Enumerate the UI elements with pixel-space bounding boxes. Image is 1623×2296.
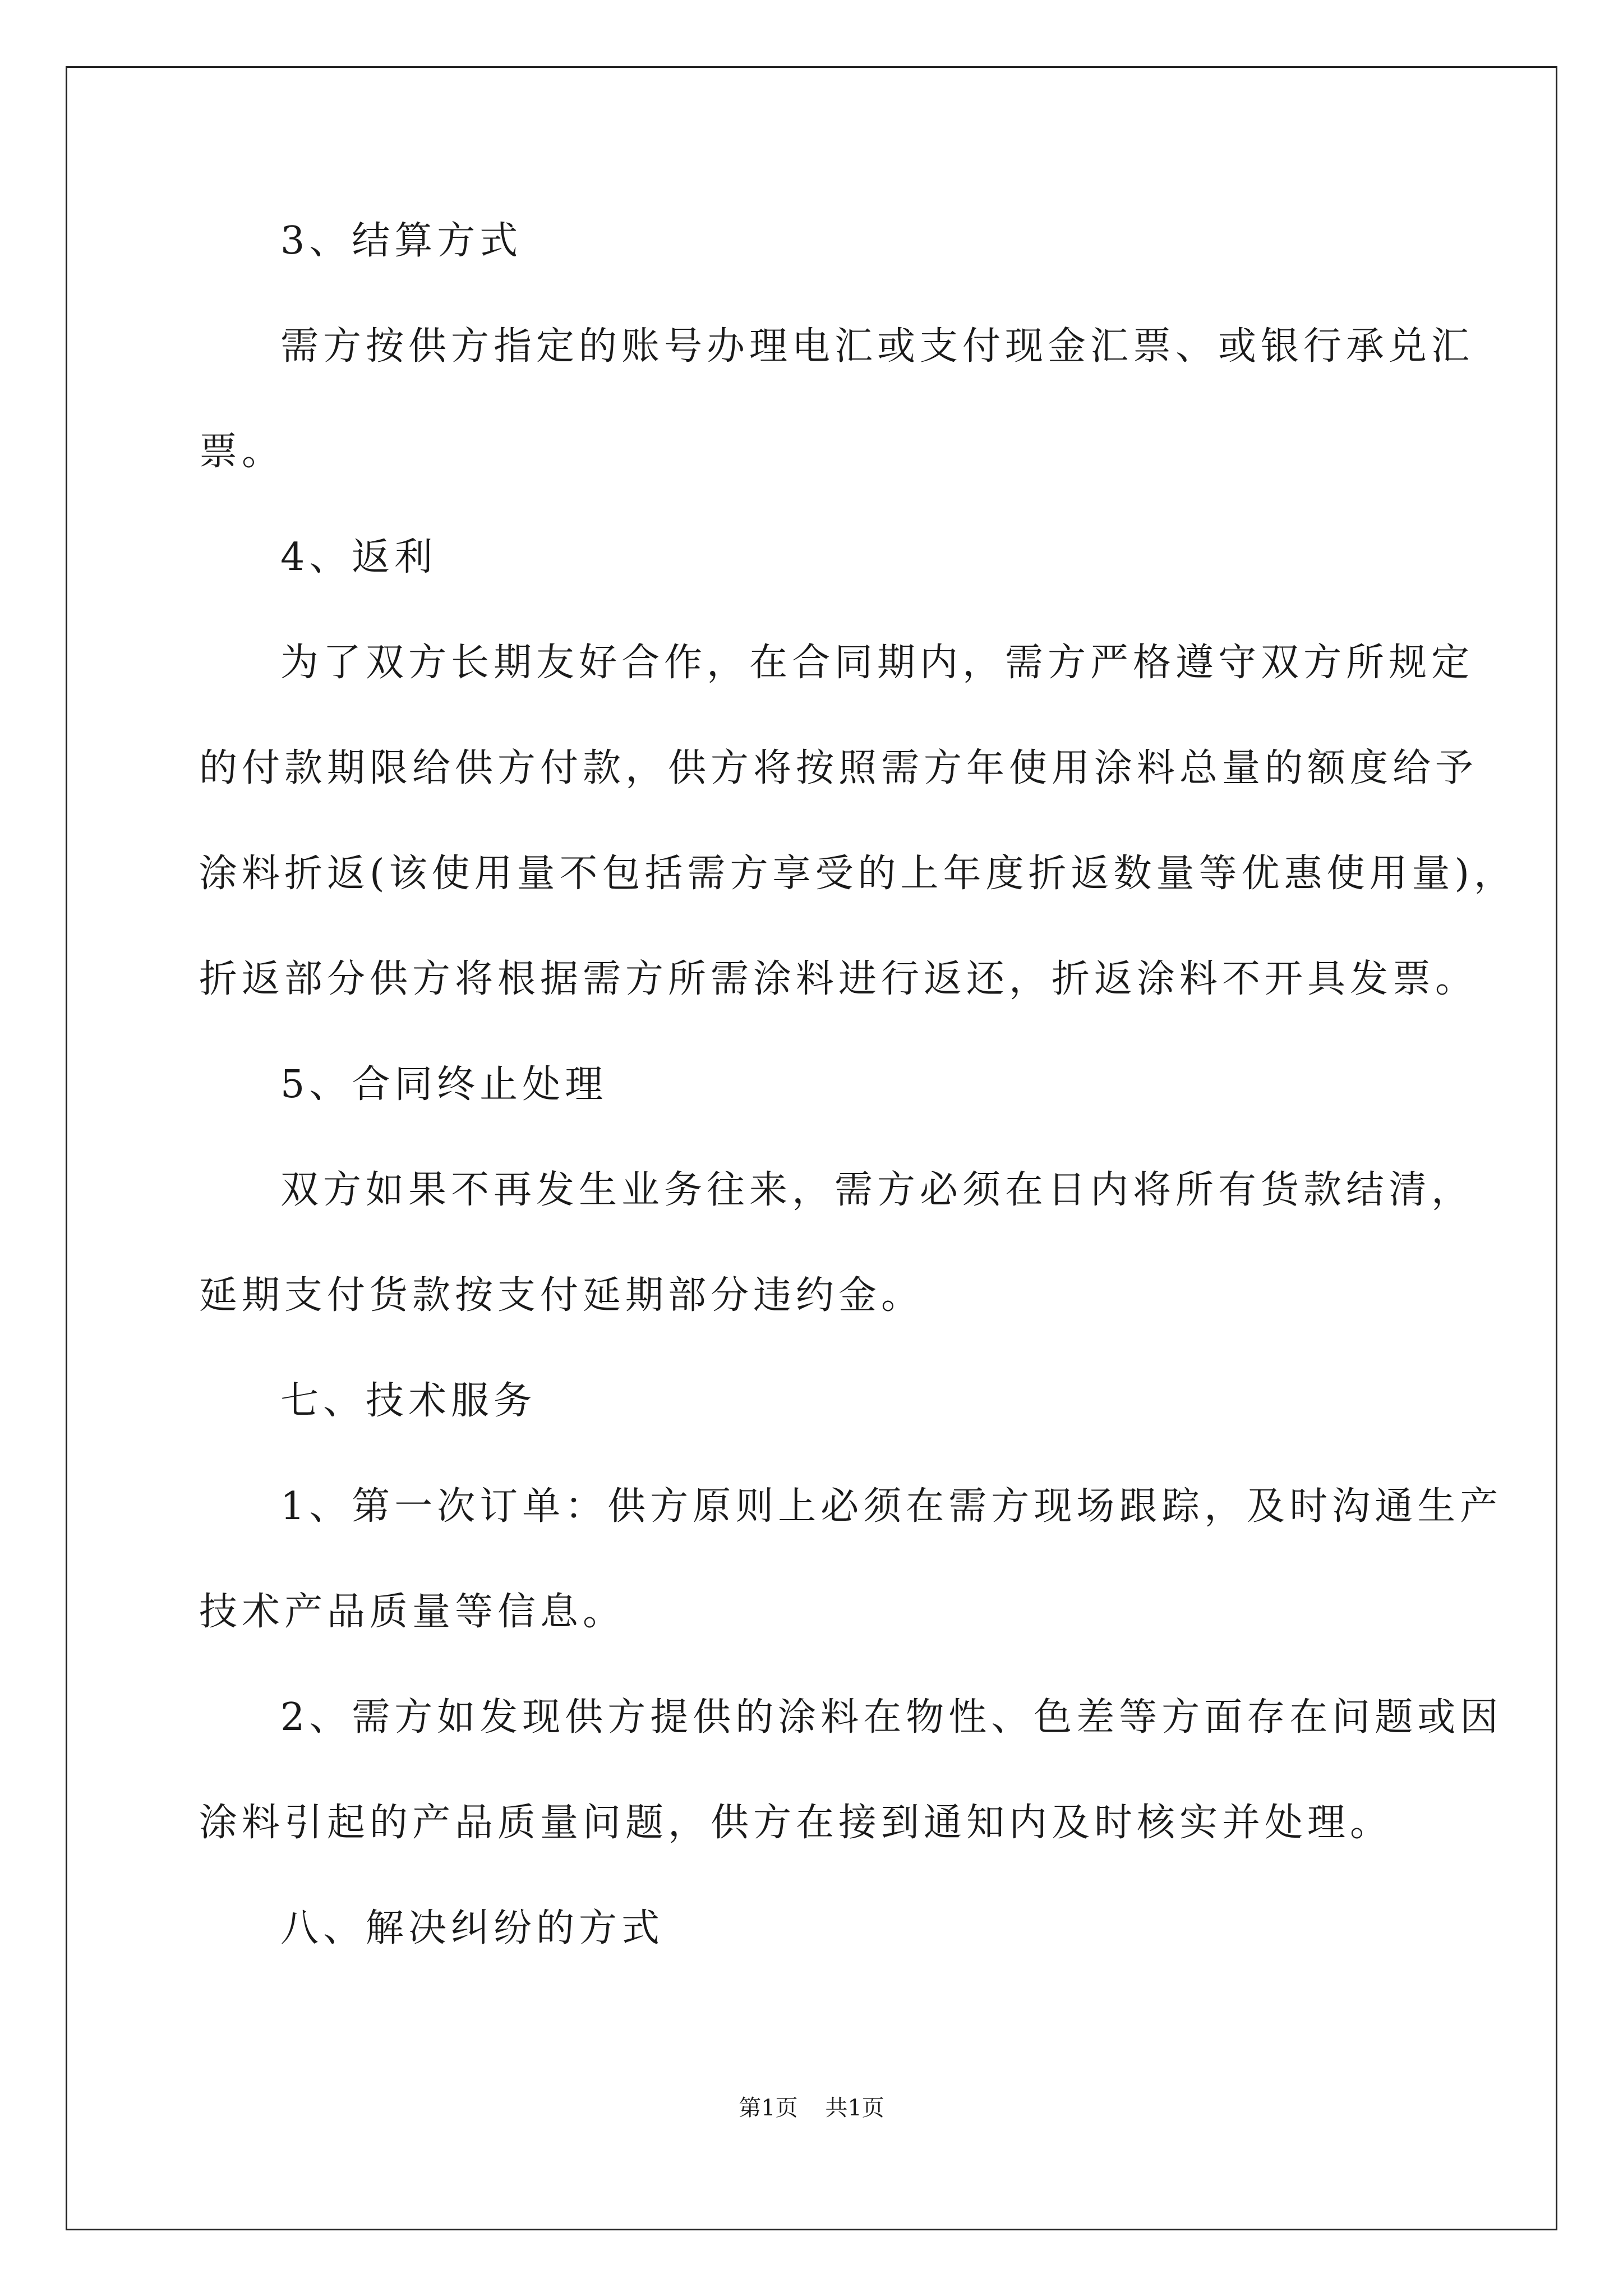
paragraph-line: 需方按供方指定的账号办理电汇或支付现金汇票、或银行承兑汇	[280, 324, 1474, 369]
paragraph-line: 票。	[199, 430, 285, 474]
section-heading-rebate: 4、返利	[280, 535, 437, 579]
paragraph-line: 折返部分供方将根据需方所需涂料进行返还，折返涂料不开具发票。	[199, 957, 1478, 1001]
section-heading-termination: 5、合同终止处理	[280, 1062, 608, 1107]
paragraph-line: 延期支付货款按支付延期部分违约金。	[199, 1273, 924, 1318]
paragraph-line: 双方如果不再发生业务往来，需方必须在日内将所有货款结清，	[280, 1168, 1474, 1212]
paragraph-line: 涂料引起的产品质量问题，供方在接到通知内及时核实并处理。	[199, 1801, 1393, 1845]
section-heading-settlement: 3、结算方式	[280, 219, 523, 263]
paragraph-line: 的付款期限给供方付款，供方将按照需方年使用涂料总量的额度给予	[199, 746, 1478, 790]
paragraph-line: 1、第一次订单：供方原则上必须在需方现场跟踪，及时沟通生产	[280, 1484, 1503, 1529]
paragraph-line: 为了双方长期友好合作，在合同期内，需方严格遵守双方所规定	[280, 641, 1474, 685]
page-footer	[0, 2091, 1623, 2125]
section-heading-dispute: 八、解决纠纷的方式	[280, 1906, 665, 1950]
section-heading-tech-service: 七、技术服务	[280, 1379, 537, 1423]
paragraph-line: 2、需方如发现供方提供的涂料在物性、色差等方面存在问题或因	[280, 1695, 1503, 1740]
paragraph-line: 涂料折返(该使用量不包括需方享受的上年度折返数量等优惠使用量)，	[199, 852, 1517, 896]
page-number: 第1页	[739, 2095, 798, 2121]
paragraph-line: 技术产品质量等信息。	[199, 1590, 626, 1634]
page-total: 共1页	[825, 2095, 884, 2121]
